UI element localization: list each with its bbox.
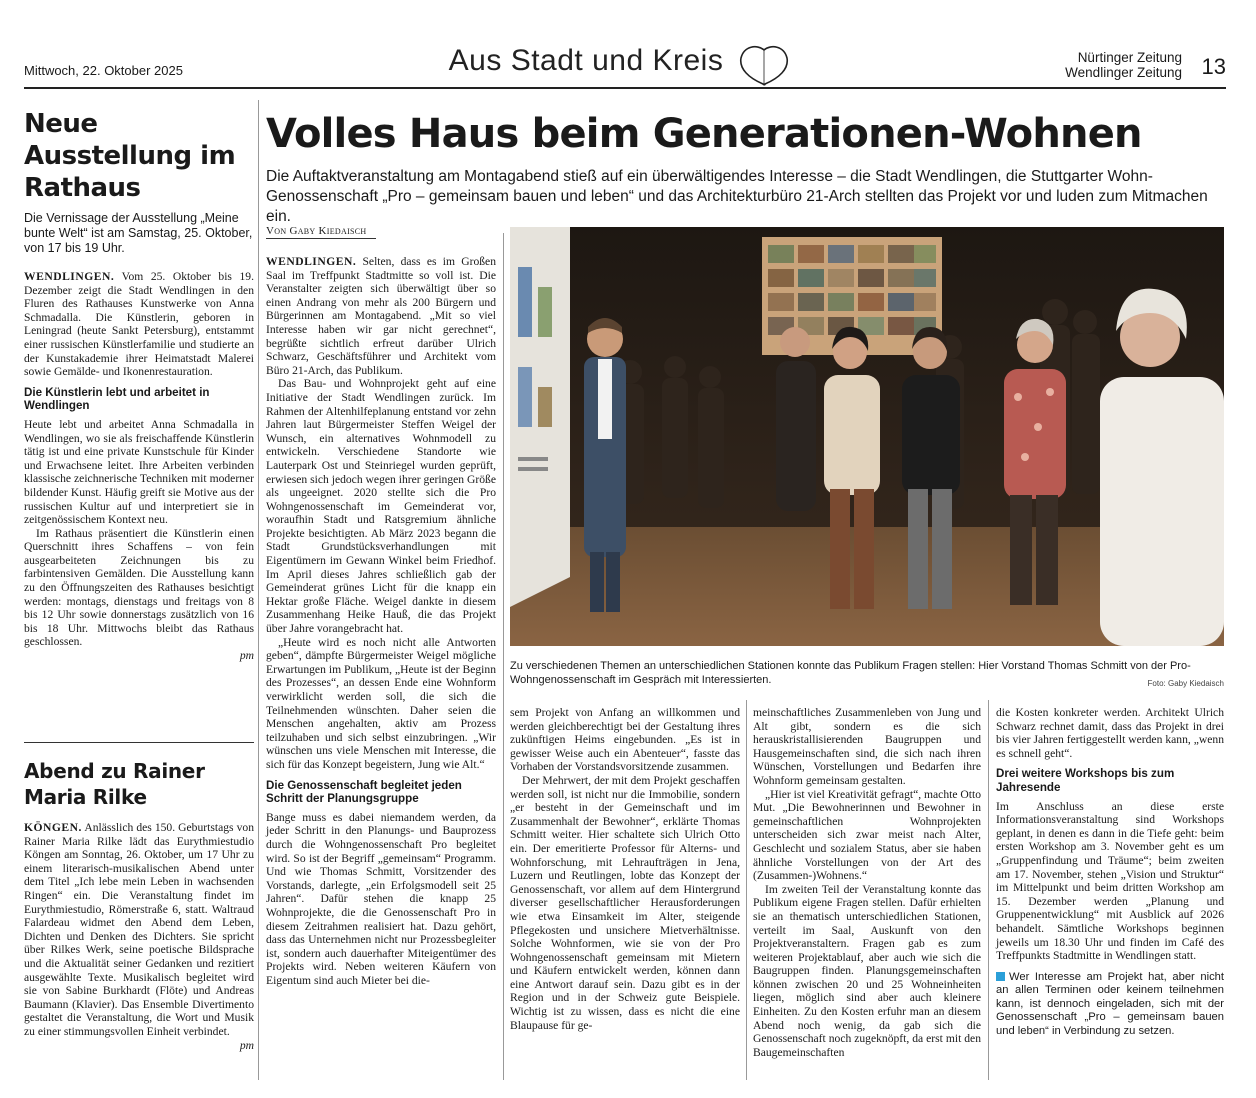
dateline: WENDLINGEN. xyxy=(24,270,115,283)
side-story-1-subhead: Die Künstlerin lebt und arbeitet in Wendlingen xyxy=(24,385,210,413)
signature: pm xyxy=(239,649,254,663)
side-story-2-body xyxy=(24,821,254,1052)
article-column-3 xyxy=(753,706,981,1059)
article-paragraph: Im Anschluss an diese erste Informationsveranstaltung sind Workshops geplant, in denen es dann in die Tiefe geht: beim ersten Workshop am 3. November geht es um „Gruppenfindung und Träume“; beim zweiten am 17. November, stehen „Vision und Struktur“ im Mittelpunkt und beim dritten Workshop am 15. Dezember werden „Planung und Gruppenentwicklung“ mit Ausblick auf 2026 behandelt. Sämtliche Workshops beginnen jeweils um 18.30 Uhr und finden im Café des Treffpunkts Stadtmitte in Wendlingen statt. xyxy=(996,799,1224,963)
heart-leaf-logo-icon xyxy=(736,42,792,90)
article-paragraph: „Hier ist viel Kreativität gefragt“, machte Otto Mut. „Die Bewohnerinnen und Bewohner in gemeinschaftlichen Wohnprojekten unterscheiden sich zwar meist nach Alter, Geschlecht und sozialem Status, aber sie haben ähnliche Vorstellungen von der Art des (Zusammen-)Wohnens.“ xyxy=(753,787,982,883)
article-paragraph: Der Mehrwert, der mit dem Projekt geschaffen werden soll, ist nicht nur die Immobilie, sondern „er besteht in der Gemeinschaft und im Zusammenhalt der Bewohner“, erklärte Thomas Schmitt weiter. Hier schaltete sich Ulrich Otto ein. Der emeritierte Professor für Alterns- und Wohnforschung, mit Lehraufträgen in Jena, Luzern und Reutlingen, lobte das Konzept der Genossenschaft, vor allem auf dem Hintergrund diverser gesellschaftlicher Herausforderungen wie etwa Einsamkeit im Alter, steigende Pflegekosten und unsichere Mietverhältnisse. Solche Wohnformen, wie sie von der Pro Wohngenossenschaft gemeinsam mit Mietern und Käufern entwickelt werden, können dann eine Antwort darauf sein. Dazu gibt es in der Region und in der Schweiz gute Beispiele. Wichtig ist zu wissen, dass es nicht die eine Blaupause für ge- xyxy=(510,773,740,1032)
photo-credit: Foto: Gaby Kiedaisch xyxy=(1147,679,1224,688)
side-story-1-p2: Heute lebt und arbeitet Anna Schmadalla in Wendlingen, wo sie als freischaffende Künstlerin tätig ist und eine private Kunstschule für Kinder und Erwachsene leitet. Ihre Arbeiten verbinden klassische zeichnerische Techniken mit moderner bildender Kunst. Häufig greift sie Motive aus der russischen Kultur auf und interpretiert sie in zeitgenössischem Kontext neu. xyxy=(24,417,254,527)
article-subhead: Die Genossenschaft begleitet jeden Schritt der Planungsgruppe xyxy=(266,778,462,806)
photo-caption: Zu verschiedenen Themen an unterschiedlichen Stationen konnte das Publikum Fragen stellen: Hier Vorstand Thomas Schmitt von der Pro-Wohngenossenschaft im Gespräch mit Interessierten. xyxy=(510,660,1191,686)
article-paragraph: Im zweiten Teil der Veranstaltung konnte das Publikum eigene Fragen stellen. Dafür erhielten sie an thematisch unterschiedlichen Stationen, verteilt im Saal, Auskunft von den Projektveranstaltern. Fragen gab es zum weiteren Projektablauf, aber auch wie sich die Baugruppen finden. Planungsgemeinschaften können zwischen 20 und 25 Wohneinheiten liegen, möglich sind aber auch kleinere Einheiten. Zu den Kosten erfuhr man an diesem Abend noch wenig, da gab sich die Genossenschaft noch zugeknöpft, da erst mit den Baugemeinschaften xyxy=(753,882,981,1059)
dateline: KÖNGEN. xyxy=(24,821,82,834)
side-headline-1: Neue Ausstellung im Rathaus xyxy=(24,109,236,203)
article-paragraph: die Kosten konkreter werden. Architekt Ulrich Schwarz rechnet damit, dass das Projekt in drei bis vier Jahren fertiggestellt werden kann, „wenn es schnell geht“. xyxy=(996,706,1224,760)
info-box: Wer Interesse am Projekt hat, aber nicht an allen Terminen oder keinem teilnehmen kann, ist dennoch eingeladen, sich mit der Genossenschaft „Pro – gemeinsam bauen und leben“ in Verbindung zu setzen. xyxy=(996,970,1224,1038)
side-story-1-p3: Im Rathaus präsentiert die Künstlerin einen Querschnitt ihres Schaffens – von fein ausgearbeiteten Zeichnungen bis zu farbintensiven Gemälden. Die Ausstellung kann zu den Öffnungszeiten des Rathauses besichtigt werden: montags, dienstags und freitags von 8 bis 12 Uhr sowie donnerstags zusätzlich von 16 bis 18 Uhr. Mittwochs bleibt das Rathaus geschlossen. xyxy=(24,526,254,649)
article-lead: Die Auftaktveranstaltung am Montagabend stieß auf ein überwältigendes Interesse – die Stadt Wendlingen, die Stuttgarter Wohn-Genossenschaft „Pro – gemeinsam bauen und leben“ und das Architekturbüro 21-Arch stellten das Projekt vor und luden zum Mitmachen ein. xyxy=(266,168,1208,225)
article-paragraph: WENDLINGEN. Selten, dass es im Großen Saal im Treffpunkt Stadtmitte so voll ist. Die Veranstalter zeigten sich überwältigt über so einen Andrang von mehr als 200 Bürgern und Bürgerinnen am Montagabend. „Mit so viel Interesse haben wir gar nicht gerechnet“, begrüßte sichtlich erfreut darüber Ulrich Schwarz, Geschäftsführer und Architekt vom Büro 21-Arch, das Publikum. xyxy=(266,255,496,377)
paper-name-2: Wendlinger Zeitung xyxy=(1065,65,1182,80)
side-divider xyxy=(24,742,254,743)
dateline: WENDLINGEN. xyxy=(266,255,357,268)
article-paragraph: sem Projekt von Anfang an willkommen und werden gleichberechtigt bei der Gestaltung ihres zukünftigen Heims eingebunden. „Es ist in gewisser Weise auch ein Abenteuer“, fasste das Vorhaben der Vorstandsvorsitzende zusammen. xyxy=(510,706,740,774)
section-title: Aus Stadt und Kreis xyxy=(448,44,724,77)
article-paragraph: „Heute wird es noch nicht alle Antworten geben“, dämpfte Bürgermeister Weigel mögliche Erwartungen im Publikum, „Heute ist der Beginn des Prozesses“, an dessen Ende eine Wohnform verwirklicht werden soll, die sich die Teilnehmenden wünschten. Daher seien die Menschen angehalten, aktiv am Prozess teilzuhaben und sich selbst einzubringen. „Wir wünschen uns viele Menschen mit Interesse, die sich für das Konzept begeistern, Jung wie Alt.“ xyxy=(266,635,496,771)
side-story-2-p1: KÖNGEN. Anlässlich des 150. Geburtstags von Rainer Maria Rilke lädt das Eurythmiestudio Köngen am Sonntag, 26. Oktober, um 17 Uhr zu einem literarisch-musikalischen Abend unter dem Titel „Ich lebe mein Leben in wachsenden Ringen“ ein. Die Veranstaltung findet im Eurythmiestudio, Römerstraße 6, statt. Waltraud Falardeau widmet den Abend dem Leben, Dichten und Denken des Dichters. Sie spricht über Rilkes Werk, seine poetische Bildsprache und die Aktualität seiner Gedanken und rezitiert ausgewählte Texte. Musikalisch begleitet wird sie von Sabine Burkhardt (Flöte) und Andreas Baumann (Klavier). Das Ensemble Divertimento gestaltet die Veranstaltung, die Wort und Musik zu einer stimmungsvollen Einheit verbindet. xyxy=(24,821,254,1038)
article-paragraph: meinschaftliches Zusammenleben von Jung und Alt gibt, sondern es die sich herauskristallisierenden Baugruppen und Hausgemeinschaften sind, die sich nach ihren Wünschen, Vorstellungen und Bedarfen ihre Wohnform gemeinsam gestalten. xyxy=(753,706,981,787)
newspaper-name xyxy=(1065,50,1182,80)
side-story-1-body xyxy=(24,270,254,663)
masthead-rule xyxy=(24,87,1226,89)
event-photo xyxy=(510,227,1224,646)
column-rule xyxy=(503,233,504,1080)
column-rule xyxy=(988,700,989,1080)
article-subhead: Drei weitere Workshops bis zum Jahresende xyxy=(996,767,1175,794)
paper-name-1: Nürtinger Zeitung xyxy=(1077,50,1182,65)
side-story-1-p1: WENDLINGEN. Vom 25. Oktober bis 19. Dezember zeigt die Stadt Wendlingen in den Fluren des Rathauses Kunstwerke von Anna Schmadalla. Die Künstlerin, geboren in Leningrad (heute Sankt Petersburg), entstammt einer russischen Künstlerfamilie und studierte an der Kunstakademie ihrer Heimatstadt Malerei sowie Gemälde- und Ikonenrestauration. xyxy=(24,270,254,379)
article-paragraph: Das Bau- und Wohnprojekt geht auf eine Initiative der Stadt Wendlingen zurück. Im Rahmen der Altenhilfeplanung entstand vor zehn Jahren laut Bürgermeister Steffen Weigel der Wunsch, ein alternatives Wohnmodell zu entwickeln. Verschiedene Standorte wie Lauterpark Ost und Steinriegel wurden geprüft, erwiesen sich jedoch wegen ihrer geringen Größe als ungeeignet. 2020 stellte sich die Pro Wohngenossenschaft im Gemeinderat vor, woraufhin Stadt und Ratsgremium ähnliche Projekte besichtigten. Ab März 2023 begann die Stadt Grundstücksverhandlungen mit Eigentümern im Gewann Winkel beim Friedhof. Im April dieses Jahres schließlich gab der Gemeinderat grünes Licht für die knapp ein Hektar große Fläche. Weigel dankte in diesem Zusammenhang Heike Hauß, die das Projekt über Jahre vorangebracht hat. xyxy=(266,377,496,636)
masthead-date: Mittwoch, 22. Oktober 2025 xyxy=(24,63,183,78)
column-rule xyxy=(258,100,259,1080)
byline: Von Gaby Kiedaisch xyxy=(266,225,376,239)
article-paragraph: Bange muss es dabei niemandem werden, da jeder Schritt in den Planungs- und Bauprozess durch die Wohngenossenschaft Pro begleitet wird. So ist der Begriff „gemeinsam“ Programm. Und wie Thomas Schmitt, Vorsitzender des Vorstands, darlegte, „ein Erfolgsmodell seit 25 Jahren“. Dafür stehen die knapp 25 Wohnprojekte, die die Genossenschaft Pro in diesem Zeitrahmen realisiert hat. Dazu gehört, dass das Unternehmen nicht nur Prozessbegleiter ist, sondern auch dauerhafter Miteigentümer des Projekts wird. Neben weiteren Käufern von Eigentum sind auch Mieter bei die- xyxy=(266,810,496,987)
side-headline-2: Abend zu Rainer Maria Rilke xyxy=(24,759,205,809)
article-headline: Volles Haus beim Generationen-Wohnen xyxy=(266,111,1142,157)
side-deck-1: Die Vernissage der Ausstellung „Meine bunte Welt“ ist am Samstag, 25. Oktober, von 17 bis 19 Uhr. xyxy=(24,211,253,255)
column-rule xyxy=(746,700,747,1080)
article-column-1 xyxy=(266,255,496,987)
photo-illustration xyxy=(510,227,1224,646)
info-square-icon xyxy=(996,972,1005,981)
article-column-2 xyxy=(510,706,740,1032)
article-column-4 xyxy=(996,706,1224,1039)
page-number: 13 xyxy=(1201,54,1226,79)
signature: pm xyxy=(239,1038,254,1052)
